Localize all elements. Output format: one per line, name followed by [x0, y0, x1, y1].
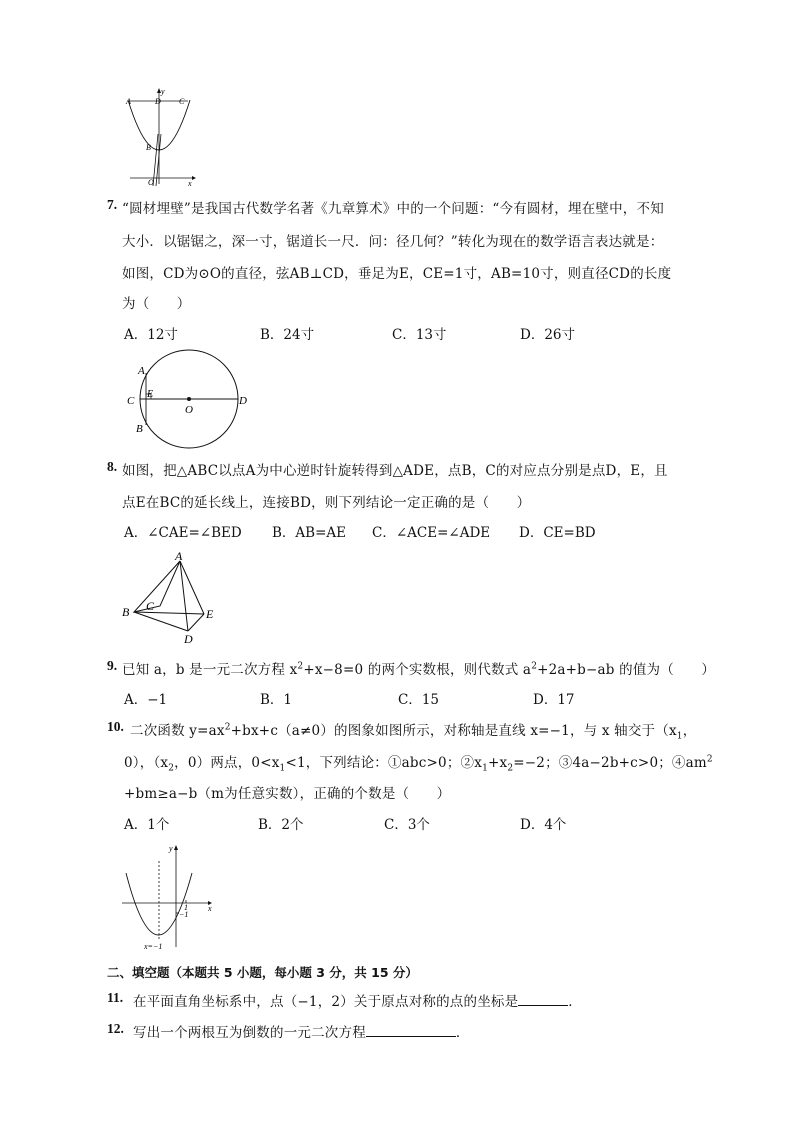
- label-axis: x=−1: [144, 942, 163, 951]
- q10-line-2: [124, 751, 713, 774]
- label-b: B: [136, 423, 143, 435]
- q10-l1-a: 二次函数 y=ax: [130, 723, 225, 739]
- q9-sup-2: 2: [531, 661, 538, 672]
- label-e: E: [206, 607, 214, 621]
- q7-option-b: B．24寸: [260, 327, 315, 343]
- q9-text-b: +x−8=0 的两个实数根，则代数式 a: [303, 662, 532, 678]
- q8-number-text: 8.: [107, 459, 118, 474]
- x-axis-arrow: [192, 176, 196, 180]
- q11-tail: ．: [568, 994, 582, 1010]
- q7-figure: [122, 345, 254, 451]
- q7-line-3: 如图，CD为⊙O的直径，弦AB⊥CD，垂足为E，CE=1寸，AB=10寸，则直径CD的长度: [122, 266, 672, 282]
- q7-line-4: 为（ ）: [122, 296, 191, 312]
- center-dot: [187, 397, 191, 401]
- label-a: A: [126, 97, 131, 106]
- label-o: O: [185, 404, 193, 416]
- q9-option-d: D．17: [533, 692, 575, 708]
- q9-option-a: A．−1: [124, 692, 168, 708]
- q10-option-a: A．1个: [124, 817, 170, 833]
- q9-number: [107, 658, 117, 674]
- q10-l2-sub2: 1: [279, 763, 286, 774]
- q8-figure: [120, 548, 220, 646]
- q8-line-2: 点E在BC的延长线上，连接BD，则下列结论一定正确的是（ ）: [122, 495, 531, 511]
- q9-sup-1: 2: [297, 661, 304, 672]
- label-a: A: [138, 365, 145, 377]
- label-d: D: [184, 632, 193, 646]
- triangle-abc: [134, 561, 180, 612]
- q9-option-b: B．1: [260, 692, 293, 708]
- segment-ae: [180, 561, 204, 614]
- label-1: 1: [184, 903, 188, 912]
- q10-l2-d: +x: [488, 755, 508, 771]
- q6-figure: [120, 86, 200, 188]
- q10-l2-c: <1，下列结论：①abc>0；②x: [285, 755, 483, 771]
- q10-l2-a: 0），（x: [124, 755, 169, 771]
- q7-line-1: “圆材埋壁”是我国古代数学名著《九章算术》中的一个问题：“今有圆材，埋在壁中，不知: [122, 201, 664, 217]
- label-c: C: [127, 395, 135, 407]
- q12-text: 写出一个两根互为倒数的一元二次方程: [133, 1025, 366, 1041]
- segment-de: [188, 614, 204, 631]
- y-axis-arrow: [174, 845, 178, 850]
- q12-tail: ．: [455, 1025, 470, 1041]
- q10-number: [107, 719, 124, 735]
- segment-be: [134, 612, 204, 614]
- q10-l1-sub: 1: [676, 731, 683, 742]
- q7-line-2: 大小．以锯锯之，深一寸，锯道长一尺．问：径几何？”转化为现在的数学语言表达就是：: [122, 234, 664, 250]
- q7-option-c: C．13寸: [392, 327, 447, 343]
- q7-number-text: 7.: [107, 197, 118, 212]
- q11-line: [133, 990, 582, 1010]
- label-o: O: [148, 178, 154, 187]
- q10-line-3: +bm≥a−b（m为任意实数），正确的个数是（ ）: [124, 786, 451, 802]
- q9-number-text: 9.: [107, 658, 118, 673]
- q11-answer-blank[interactable]: [518, 993, 568, 1006]
- label-neg1: −1: [179, 910, 189, 919]
- q7-number: [107, 197, 117, 213]
- q10-l1-sup: 2: [224, 722, 231, 733]
- q8-option-b: B．AB=AE: [272, 525, 347, 541]
- q11-text: 在平面直角坐标系中，点（−1，2）关于原点对称的点的坐标是: [133, 994, 519, 1010]
- label-c: C: [146, 599, 155, 613]
- q10-l1-c: ，: [682, 723, 697, 739]
- q12-answer-blank[interactable]: [366, 1024, 456, 1037]
- q7-option-d: D．26寸: [520, 327, 576, 343]
- label-x: x: [208, 904, 212, 913]
- q10-line-1: [130, 719, 696, 742]
- segment-ad: [180, 561, 188, 631]
- q10-l2-sub3: 1: [482, 763, 488, 774]
- q11-number: [107, 990, 123, 1006]
- q8-line-1: 如图，把△ABC以点A为中心逆时针旋转得到△ADE，点B，C的对应点分别是点D，E，且: [122, 463, 668, 479]
- label-b: B: [146, 143, 151, 152]
- q10-option-d: D．4个: [520, 817, 567, 833]
- q9-line-1: [122, 658, 715, 678]
- label-d: D: [239, 395, 247, 407]
- label-y: y: [161, 87, 165, 96]
- label-y: y: [169, 844, 173, 853]
- segment-bd: [134, 612, 188, 631]
- q9-option-c: C．15: [398, 692, 440, 708]
- q9-text-a: 已知 a，b 是一元二次方程 x: [122, 662, 298, 678]
- q8-option-c: C．∠ACE=∠ADE: [372, 525, 491, 541]
- q9-text-c: +2a+b−ab 的值为（ ）: [537, 662, 716, 678]
- label-x: x: [188, 179, 192, 188]
- q10-l2-e: =−2；③4a−2b+c>0；④am: [513, 755, 707, 771]
- q8-option-d: D．CE=BD: [519, 525, 596, 541]
- label-b: B: [122, 605, 130, 619]
- q10-l1-b: +bx+c（a≠0）的图象如图所示，对称轴是直线 x=−1，与 x 轴交于（x: [230, 723, 677, 739]
- q10-l2-sup: 2: [706, 754, 713, 765]
- q7-option-a: A．12寸: [124, 327, 178, 343]
- q10-option-b: B．2个: [258, 817, 304, 833]
- q12-number-text: 12.: [107, 1021, 124, 1036]
- label-a: A: [175, 549, 183, 563]
- q10-l2-b: ，0）两点，0<x: [174, 755, 280, 771]
- section-2-title: 二、填空题（本题共 5 小题，每小题 3 分，共 15 分）: [107, 965, 418, 980]
- q10-l2-sub4: 2: [507, 763, 514, 774]
- q10-figure: [118, 843, 218, 951]
- q12-number: [107, 1021, 124, 1037]
- q10-option-c: C．3个: [384, 817, 430, 833]
- q10-number-text: 10.: [107, 719, 124, 734]
- q8-number: [107, 459, 117, 475]
- label-c: C: [179, 97, 185, 106]
- q8-option-a: A．∠CAE=∠BED: [124, 525, 242, 541]
- q11-number-text: 11.: [107, 990, 124, 1005]
- label-d: D: [155, 97, 161, 106]
- q10-l2-sub1: 2: [168, 763, 175, 774]
- label-e: E: [147, 389, 154, 400]
- q12-line: [133, 1021, 470, 1041]
